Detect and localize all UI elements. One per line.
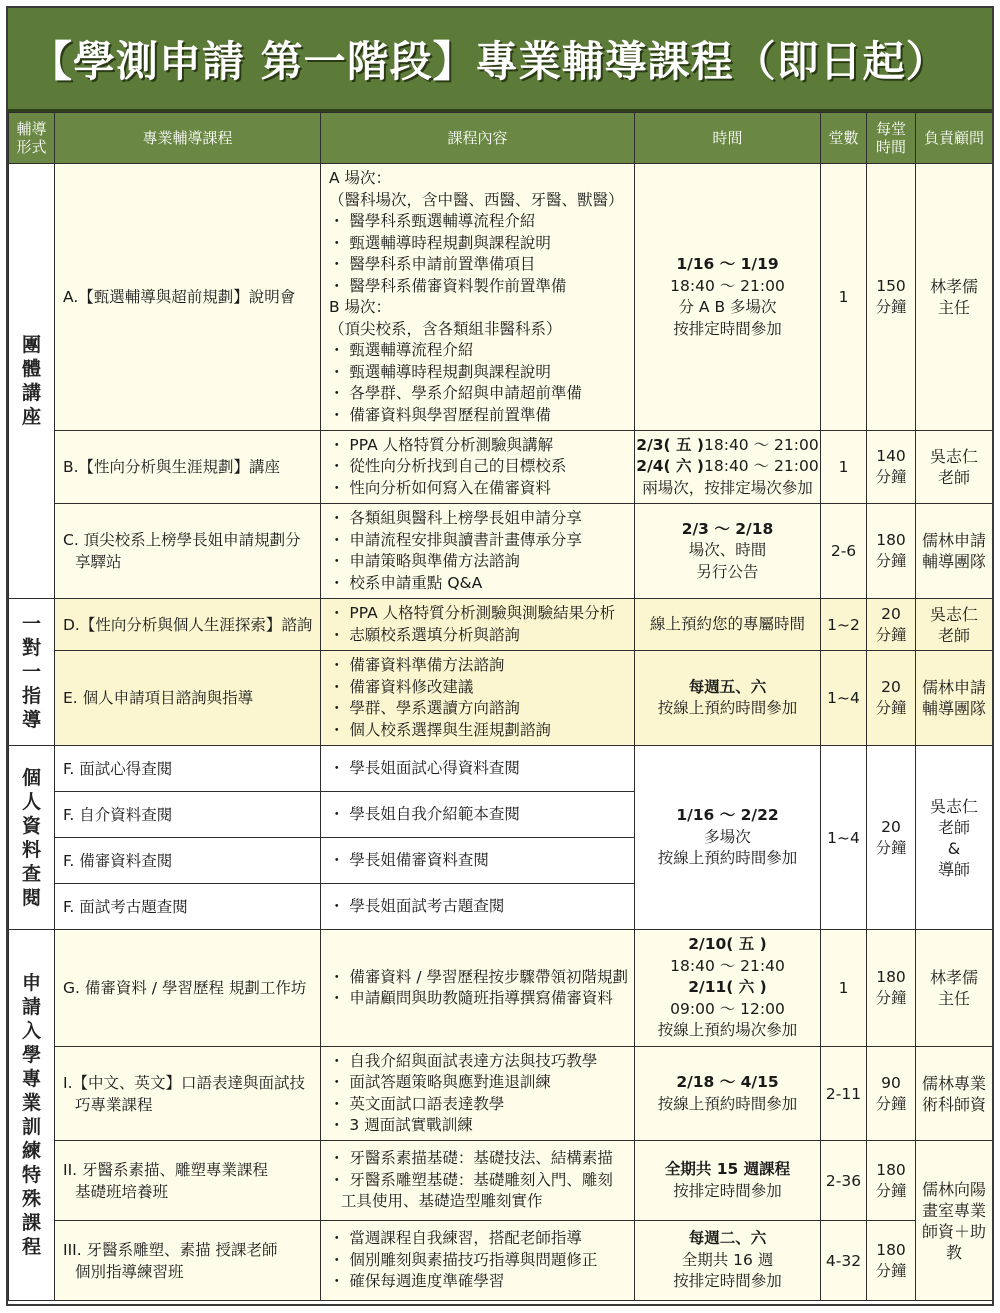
course-name: F. 面試心得查閱	[55, 746, 321, 792]
course-time: 2/3 ～ 2/18 場次、時間 另行公告	[635, 504, 821, 599]
advisor: 儒林向陽 畫室專業 師資＋助 教	[916, 1141, 993, 1301]
course-content: ・ 備審資料準備方法諮詢 ・ 備審資料修改建議 ・ 學群、學系選讀方向諮詢 ・ 個人校系選擇與生涯規劃諮詢	[321, 651, 635, 746]
group-label-one-on-one: 一對一指導	[9, 599, 55, 746]
course-content: ・ 學長姐面試心得資料查閱	[321, 746, 635, 792]
course-time: 每週二、六 全期共 16 週 按排定時間參加	[635, 1221, 821, 1301]
course-name: F. 自介資料查閱	[55, 792, 321, 838]
header-time: 時間	[635, 113, 821, 164]
course-name: II. 牙醫系素描、雕塑專業課程 基礎班培養班	[55, 1141, 321, 1221]
session-count: 2-36	[821, 1141, 867, 1221]
header-content: 課程內容	[321, 113, 635, 164]
table-row	[9, 746, 993, 792]
session-duration: 180 分鐘	[867, 930, 916, 1047]
session-count: 1~4	[821, 746, 867, 930]
course-name: III. 牙醫系雕塑、素描 授課老師 個別指導練習班	[55, 1221, 321, 1301]
header-staff: 負責顧問	[916, 113, 993, 164]
header-course: 專業輔導課程	[55, 113, 321, 164]
header-row	[9, 113, 993, 164]
session-duration: 180 分鐘	[867, 1221, 916, 1301]
course-time: 2/10( 五 ) 18:40 ～ 21:40 2/11( 六 ) 09:00 ～ 12:00 按線上預約場次參加	[635, 930, 821, 1047]
group-label-document-review: 個人資料查閱	[9, 746, 55, 930]
course-time: 每週五、六 按線上預約時間參加	[635, 651, 821, 746]
course-content: A 場次： （醫科場次，含中醫、西醫、牙醫、獸醫） ・ 醫學科系甄選輔導流程介紹 ・ 甄選輔導時程規劃與課程說明 ・ 醫學科系申請前置準備項目 ・ 醫學科系備審資料製作前置準備 B 場次： （頂尖校系，含各類組非醫科系） ・ 甄選輔導流程介紹 ・ 甄選輔導時程規劃與課程說明 ・ 各學群、學系介紹與申請超前準備 ・ 備審資料與學習歷程前置準備	[321, 164, 635, 431]
session-count: 2-6	[821, 504, 867, 599]
session-duration: 140 分鐘	[867, 431, 916, 504]
course-time: 線上預約您的專屬時間	[635, 599, 821, 651]
group-label-lectures: 團體講座	[9, 164, 55, 599]
page-title: 【學測申請 第一階段】專業輔導課程（即日起）	[30, 36, 949, 86]
table-row	[9, 504, 993, 599]
table-row	[9, 164, 993, 431]
table-row	[9, 1047, 993, 1141]
course-time: 1/16 ～ 2/22 多場次 按線上預約時間參加	[635, 746, 821, 930]
course-content: ・ PPA 人格特質分析測驗與測驗結果分析 ・ 志願校系選填分析與諮詢	[321, 599, 635, 651]
advisor: 林孝儒 主任	[916, 164, 993, 431]
session-duration: 180 分鐘	[867, 1141, 916, 1221]
course-time: 2/3( 五 )18:40 ～ 21:00 2/4( 六 )18:40 ～ 21:00 兩場次，按排定場次參加	[635, 431, 821, 504]
course-name: C. 頂尖校系上榜學長姐申請規劃分 享驛站	[55, 504, 321, 599]
session-duration: 150 分鐘	[867, 164, 916, 431]
course-content: ・ 學長姐備審資料查閱	[321, 838, 635, 884]
advisor: 吳志仁 老師	[916, 431, 993, 504]
course-table	[8, 112, 993, 1301]
course-content: ・ 當週課程自我練習，搭配老師指導 ・ 個別雕刻與素描技巧指導與問題修正 ・ 確保每週進度準確學習	[321, 1221, 635, 1301]
course-name: G. 備審資料 / 學習歷程 規劃工作坊	[55, 930, 321, 1047]
advisor: 林孝儒 主任	[916, 930, 993, 1047]
course-name: D.【性向分析與個人生涯探索】諮詢	[55, 599, 321, 651]
header-duration: 每堂 時間	[867, 113, 916, 164]
title-banner	[8, 8, 992, 112]
advisor: 儒林專業 術科師資	[916, 1047, 993, 1141]
course-content: ・ 備審資料 / 學習歷程按步驟帶領初階規劃 ・ 申請顧問與助教隨班指導撰寫備審資料	[321, 930, 635, 1047]
group-label-special-courses: 申請入學專業訓練特殊課程	[9, 930, 55, 1301]
table-row	[9, 1221, 993, 1301]
advisor: 儒林申請 輔導團隊	[916, 504, 993, 599]
session-duration: 90 分鐘	[867, 1047, 916, 1141]
course-name: A.【甄選輔導與超前規劃】說明會	[55, 164, 321, 431]
session-duration: 20 分鐘	[867, 746, 916, 930]
header-form: 輔導 形式	[9, 113, 55, 164]
header-sessions: 堂數	[821, 113, 867, 164]
table-row	[9, 599, 993, 651]
course-time: 2/18 ～ 4/15 按線上預約時間參加	[635, 1047, 821, 1141]
session-count: 1~2	[821, 599, 867, 651]
course-time: 1/16 ～ 1/19 18:40 ～ 21:00 分 A B 多場次 按排定時間參加	[635, 164, 821, 431]
session-count: 1	[821, 164, 867, 431]
course-content: ・ 自我介紹與面試表達方法與技巧教學 ・ 面試答題策略與應對進退訓練 ・ 英文面試口語表達教學 ・ 3 週面試實戰訓練	[321, 1047, 635, 1141]
advisor: 吳志仁 老師	[916, 599, 993, 651]
course-name: I.【中文、英文】口語表達與面試技 巧專業課程	[55, 1047, 321, 1141]
course-content: ・ 學長姐面試考古題查閱	[321, 884, 635, 930]
course-content: ・ PPA 人格特質分析測驗與講解 ・ 從性向分析找到自己的目標校系 ・ 性向分析如何寫入在備審資料	[321, 431, 635, 504]
course-name: F. 備審資料查閱	[55, 838, 321, 884]
table-row	[9, 651, 993, 746]
course-name: E. 個人申請項目諮詢與指導	[55, 651, 321, 746]
session-count: 1	[821, 431, 867, 504]
table-row	[9, 1141, 993, 1221]
table-row	[9, 930, 993, 1047]
session-duration: 180 分鐘	[867, 504, 916, 599]
course-time: 全期共 15 週課程 按排定時間參加	[635, 1141, 821, 1221]
table-row	[9, 431, 993, 504]
session-duration: 20 分鐘	[867, 599, 916, 651]
course-content: ・ 學長姐自我介紹範本查閱	[321, 792, 635, 838]
course-name: B.【性向分析與生涯規劃】講座	[55, 431, 321, 504]
session-duration: 20 分鐘	[867, 651, 916, 746]
page-frame	[6, 6, 994, 1306]
session-count: 4-32	[821, 1221, 867, 1301]
course-name: F. 面試考古題查閱	[55, 884, 321, 930]
session-count: 1~4	[821, 651, 867, 746]
session-count: 1	[821, 930, 867, 1047]
advisor: 吳志仁 老師 & 導師	[916, 746, 993, 930]
advisor: 儒林申請 輔導團隊	[916, 651, 993, 746]
course-content: ・ 牙醫系素描基礎：基礎技法、結構素描 ・ 牙醫系雕塑基礎：基礎雕刻入門、雕刻 工具使用、基礎造型雕刻實作	[321, 1141, 635, 1221]
session-count: 2-11	[821, 1047, 867, 1141]
course-content: ・ 各類組與醫科上榜學長姐申請分享 ・ 申請流程安排與讀書計畫傳承分享 ・ 申請策略與準備方法諮詢 ・ 校系申請重點 Q&A	[321, 504, 635, 599]
